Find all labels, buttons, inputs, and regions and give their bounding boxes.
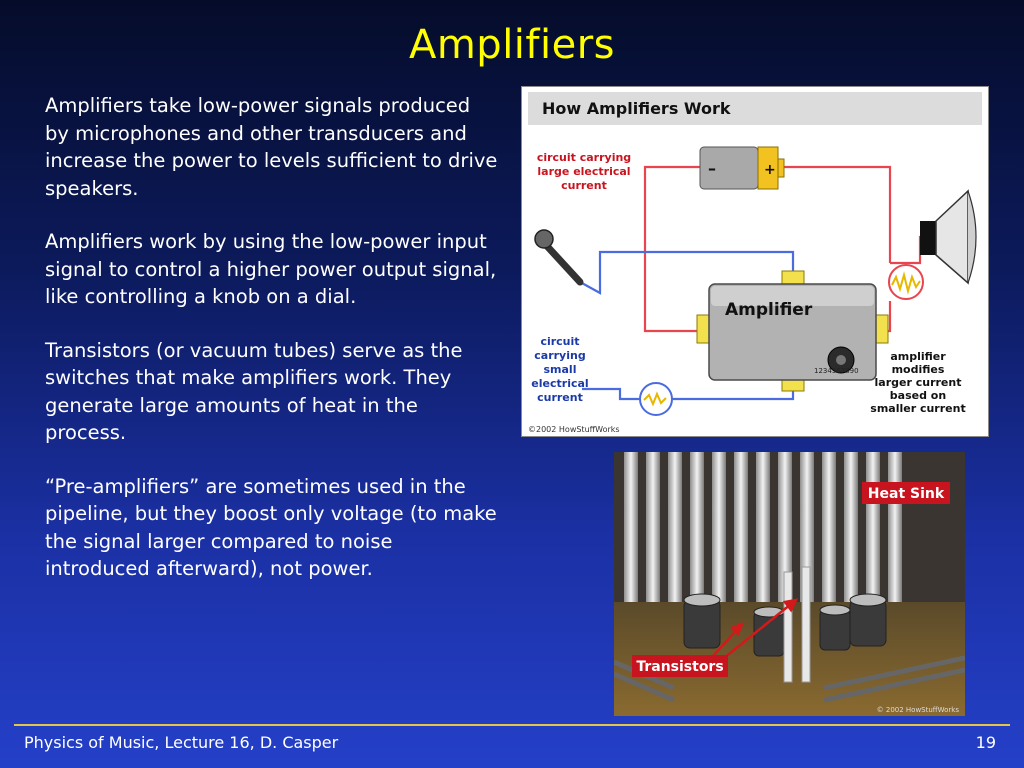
large-circuit-label-line-1: circuit carrying — [536, 151, 632, 164]
diagram-copyright: ©2002 HowStuffWorks — [528, 425, 620, 434]
small-circuit-label-line-5: current — [537, 391, 583, 404]
heat-sink-label — [862, 482, 950, 504]
amplifier-diagram — [521, 86, 989, 437]
modifies-label-line-3: larger current — [874, 376, 962, 389]
paragraph-amplifier-definition: Amplifiers take low-power signals produced by microphones and other transducers and increase the power to levels sufficient to drive speakers. — [45, 94, 498, 200]
input-signal-meter-icon — [640, 383, 672, 415]
transistors-label — [632, 655, 728, 677]
amplifier-box — [697, 271, 888, 391]
modifies-label-line-1: amplifier — [890, 350, 946, 363]
microphone-icon — [535, 230, 580, 282]
svg-text:Heat Sink: Heat Sink — [867, 486, 945, 502]
footer-course-info: Physics of Music, Lecture 16, D. Casper — [24, 733, 339, 752]
small-circuit-label-line-1: circuit — [540, 335, 580, 348]
small-circuit-label-line-3: small — [543, 363, 577, 376]
output-signal-meter-icon — [889, 265, 923, 299]
large-circuit-label-line-2: large electrical — [537, 165, 631, 178]
large-circuit-label-line-3: current — [561, 179, 607, 192]
amplifier-label: Amplifier — [725, 300, 813, 320]
battery-minus-label: – — [708, 159, 716, 178]
slide-title: Amplifiers — [408, 22, 616, 68]
modifies-label-line-5: smaller current — [870, 402, 966, 415]
diagram-title: How Amplifiers Work — [542, 99, 731, 118]
modifies-label-line-2: modifies — [891, 363, 945, 376]
paragraph-transistors: Transistors (or vacuum tubes) serve as the switches that make amplifiers work. They generate large amounts of heat in the process. — [45, 338, 463, 444]
footer-divider — [14, 724, 1010, 726]
svg-text:Transistors: Transistors — [636, 659, 724, 675]
paragraph-how-amplifiers-work: Amplifiers work by using the low-power input signal to control a higher power output signal, like controlling a knob on a dial. — [45, 230, 497, 308]
photo-copyright: © 2002 HowStuffWorks — [876, 706, 959, 714]
slide-number: 19 — [975, 733, 996, 752]
small-circuit-label-line-4: electrical — [531, 377, 589, 390]
small-circuit-label-line-2: carrying — [534, 349, 586, 362]
battery-plus-label: + — [764, 162, 776, 178]
paragraph-pre-amplifiers: “Pre-amplifiers” are sometimes used in the pipeline, but they boost only voltage (to make the signal larger compared to noise introduced afterward), not power. — [45, 474, 497, 580]
modifies-label-line-4: based on — [889, 389, 947, 402]
battery — [700, 147, 784, 189]
speaker-icon — [920, 191, 976, 283]
dial-digits: 1234567890 — [814, 367, 859, 375]
heat-sink-photo — [614, 452, 965, 716]
slide-body — [45, 92, 500, 609]
